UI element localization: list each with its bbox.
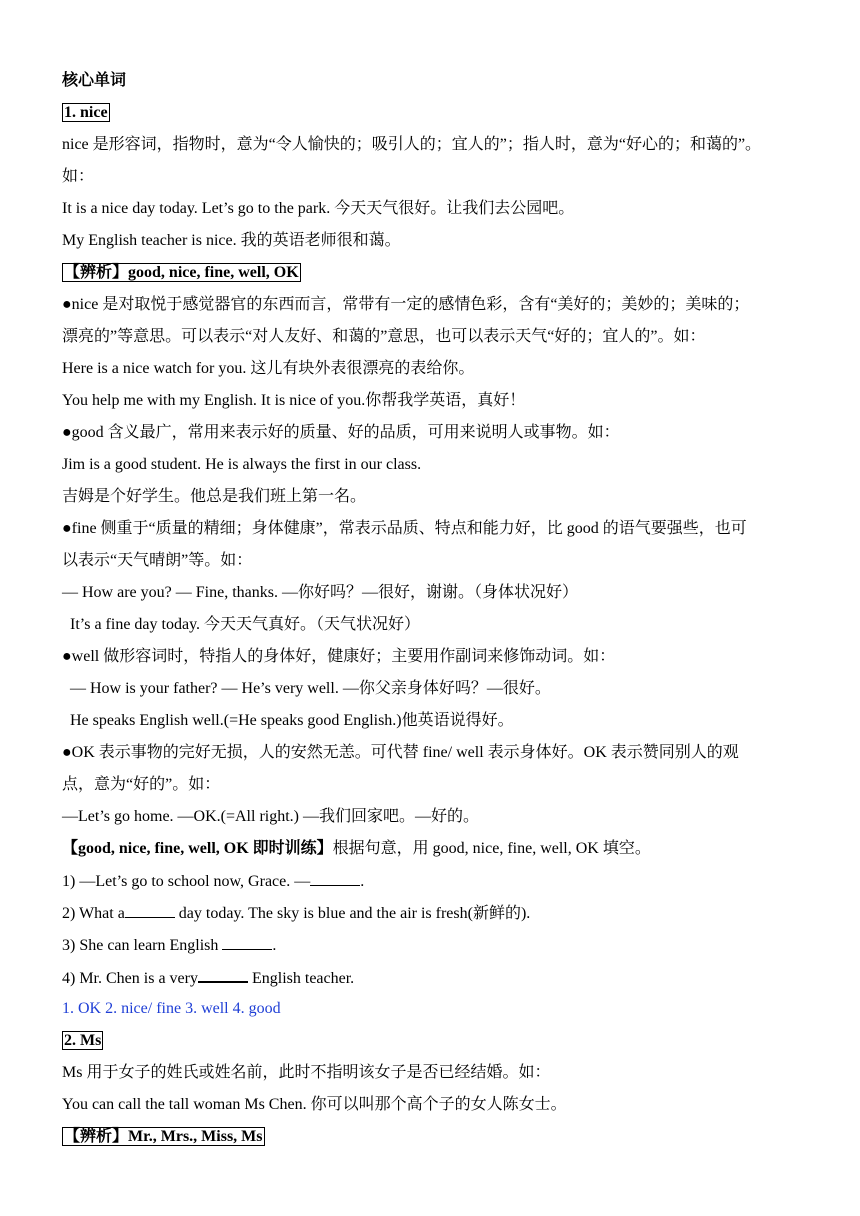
practice-answers: 1. OK 2. nice/ fine 3. well 4. good [62, 1000, 281, 1017]
ms-example: You can call the tall woman Ms Chen. 你可以叫那个高个子的女人陈女士。 [62, 1096, 567, 1113]
answer-blank-1[interactable] [310, 870, 360, 886]
practice-heading [62, 838, 651, 860]
fine-usage-example-1: — How are you? — Fine, thanks. —你好吗？—很好，谢谢。（身体状况好） [62, 584, 578, 601]
practice-question-2: 2) What a day today. The sky is blue and the air is fresh(新鲜的). [62, 902, 530, 925]
nice-definition-line1: nice 是形容词，指物时，意为“令人愉快的；吸引人的；宜人的”；指人时，意为“好心的；和蔼的”。 [62, 136, 762, 153]
distinction-title-2: 【辨析】Mr., Mrs., Miss, Ms [64, 1128, 263, 1145]
well-usage-line1: ●well 做形容词时，特指人的身体好，健康好；主要用作副词来修饰动词。如： [62, 648, 616, 665]
practice-question-4: 4) Mr. Chen is a very English teacher. [62, 966, 354, 990]
fine-usage-line2: 以表示“天气晴朗”等。如： [62, 552, 253, 569]
practice-instruction: 根据句意，用 good, nice, fine, well, OK 填空。 [332, 840, 651, 857]
fine-usage-example-2: It’s a fine day today. 今天天气真好。（天气状况好） [70, 616, 421, 633]
practice-question-1: 1) —Let’s go to school now, Grace. — . [62, 870, 364, 893]
practice-title: 【good, nice, fine, well, OK 即时训练】 [62, 840, 333, 857]
distinction-title-1: 【辨析】good, nice, fine, well, OK [64, 264, 299, 281]
ok-usage-example-1: —Let’s go home. —OK.(=All right.) —我们回家吧。—好的。 [62, 808, 479, 825]
nice-example-2: My English teacher is nice. 我的英语老师很和蔼。 [62, 232, 401, 249]
word-title-ms: 2. Ms [64, 1032, 102, 1049]
nice-definition-line2: 如： [62, 168, 95, 185]
good-usage-example-1: Jim is a good student. He is always the first in our class. [62, 456, 422, 473]
practice-question-3: 3) She can learn English . [62, 934, 276, 957]
nice-usage-example-1: Here is a nice watch for you. 这儿有块外表很漂亮的表给你。 [62, 360, 475, 377]
word-title-nice: 1. nice [64, 104, 108, 121]
answer-blank-2[interactable] [125, 902, 175, 918]
good-usage-example-2: 吉姆是个好学生。他总是我们班上第一名。 [62, 488, 367, 505]
section-heading: 核心单词 [62, 72, 127, 89]
well-usage-example-1: — How is your father? — He’s very well. —你父亲身体好吗？—很好。 [70, 680, 551, 697]
fine-usage-line1: ●fine 侧重于“质量的精细；身体健康”，常表示品质、特点和能力好，比 good 的语气要强些，也可 [62, 520, 747, 537]
ok-usage-line1: ●OK 表示事物的完好无损，人的安然无恙。可代替 fine/ well 表示身体好。OK 表示赞同别人的观 [62, 744, 739, 761]
answer-blank-4[interactable] [198, 966, 248, 983]
nice-usage-example-2: You help me with my English. It is nice of you.你帮我学英语，真好！ [62, 392, 526, 409]
ms-definition: Ms 用于女子的姓氏或姓名前，此时不指明该女子是否已经结婚。如： [62, 1064, 551, 1081]
nice-example-1: It is a nice day today. Let’s go to the park. 今天天气很好。让我们去公园吧。 [62, 200, 575, 217]
ok-usage-line2: 点，意为“好的”。如： [62, 776, 221, 793]
well-usage-example-2: He speaks English well.(=He speaks good English.)他英语说得好。 [70, 712, 514, 729]
answer-blank-3[interactable] [222, 934, 272, 950]
nice-usage-line2: 漂亮的”等意思。可以表示“对人友好、和蔼的”意思，也可以表示天气“好的；宜人的”。如： [62, 328, 706, 345]
good-usage-line1: ●good 含义最广，常用来表示好的质量、好的品质，可用来说明人或事物。如： [62, 424, 620, 441]
nice-usage-line1: ●nice 是对取悦于感觉器官的东西而言，常带有一定的感情色彩，含有“美好的；美妙的；美味的； [62, 296, 750, 313]
